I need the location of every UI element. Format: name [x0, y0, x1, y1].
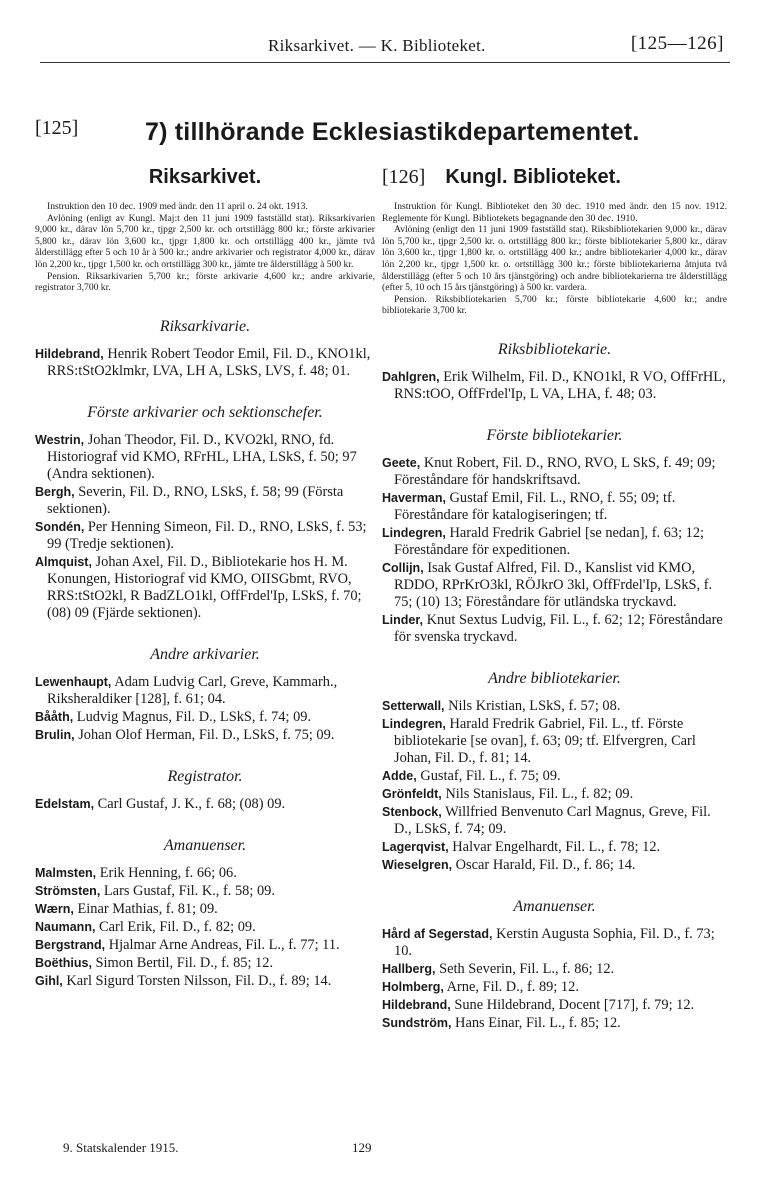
left-instructions	[35, 201, 375, 294]
page-title: 7) tillhörande Ecklesiastikdepartementet.	[145, 118, 640, 146]
person-details: Gustaf, Fil. L., f. 75; 09.	[416, 767, 561, 784]
person-details: Gustaf Emil, Fil. L., RNO, f. 55; 09; tf. Föreståndare för katalogiseringen; tf.	[394, 489, 676, 523]
instruction-paragraph: Instruktion för Kungl. Biblioteket den 30 dec. 1910 med ändr. den 15 nov. 1912. Reglemente för Kungl. Bibliotekets begagnande den 30 dec. 1910.	[382, 201, 727, 224]
person-entry	[35, 519, 375, 553]
person-details: Knut Robert, Fil. D., RNO, RVO, L SkS, f. 49; 09; Föreståndare för handskriftsavd.	[394, 454, 716, 488]
person-name: Wærn,	[35, 901, 74, 916]
person-name: Hildebrand,	[382, 997, 451, 1012]
instruction-paragraph: Avlöning (enligt den 11 juni 1909 fastställd stat). Riksbibliotekarien 9,000 kr., därav lön 5,700 kr., tjpgr 2,500 kr. o. ortstillägg 800 kr.; förste bibliotekarier 5,800 kr., därav lön 3,600 kr., tjpgr 1,800 kr. o. ortstillägg 400 kr.; andre bibliotekarier 4,000 kr., därav lön 2,200 kr., tjpgr 1,500 kr. o. ortstillägg 300 kr.; förste bibliotekarierna åtnjuta två ålderstillägg (efter 5 och 10 års tjänstgöring) och andre bibliotekarierna tre ålderstillägg (efter 5, 10 och 15 års tjänstgöring) à 500 kr. vardera.	[382, 224, 727, 294]
person-name: Hallberg,	[382, 961, 436, 976]
person-entry	[35, 484, 375, 518]
person-name: Brulin,	[35, 727, 75, 742]
running-title: Riksarkivet. — K. Biblioteket.	[268, 36, 486, 55]
person-entry	[382, 455, 727, 489]
person-name: Naumann,	[35, 919, 96, 934]
person-details: Kerstin Augusta Sophia, Fil. D., f. 73; 10.	[394, 925, 715, 959]
right-instructions	[382, 201, 727, 317]
person-entry	[382, 979, 727, 996]
person-details: Severin, Fil. D., RNO, LSkS, f. 58; 99 (Första sektionen).	[47, 483, 344, 517]
person-entry	[382, 926, 727, 960]
person-entry	[382, 839, 727, 856]
person-entry	[35, 973, 375, 990]
person-details: Henrik Robert Teodor Emil, Fil. D., KNO1kl, RRS:tStO2klmkr, LVA, LH A, LSkS, LVS, f. 48; 01.	[47, 345, 371, 379]
category-heading: Andre arkivarier.	[150, 645, 260, 663]
person-entry	[35, 937, 375, 954]
person-details: Hjalmar Arne Andreas, Fil. L., f. 77; 11.	[105, 936, 340, 953]
category-heading: Registrator.	[167, 767, 243, 785]
person-name: Dahlgren,	[382, 369, 440, 384]
person-name: Strömsten,	[35, 883, 101, 898]
person-name: Setterwall,	[382, 698, 445, 713]
person-entry	[382, 786, 727, 803]
person-entry	[35, 901, 375, 918]
person-entry	[35, 346, 375, 380]
person-name: Collijn,	[382, 560, 424, 575]
section-number-right: [126]	[382, 166, 426, 188]
person-details: Knut Sextus Ludvig, Fil. L., f. 62; 12; Föreståndare för svenska tryckavd.	[394, 611, 723, 645]
person-name: Lindegren,	[382, 716, 446, 731]
person-name: Malmsten,	[35, 865, 97, 880]
person-name: Bergh,	[35, 484, 75, 499]
person-name: Holmberg,	[382, 979, 444, 994]
person-entry	[35, 883, 375, 900]
category-heading: Riksbibliotekarie.	[497, 340, 612, 358]
running-header	[0, 30, 784, 60]
person-entry	[35, 674, 375, 708]
person-entry	[35, 709, 375, 726]
person-name: Lewenhaupt,	[35, 674, 112, 689]
instruction-paragraph: Pension. Riksarkivarien 5,700 kr.; förste arkivarie 4,600 kr.; andre arkivarie, registrator 3,700 kr.	[35, 270, 375, 294]
person-entry	[382, 490, 727, 524]
person-details: Harald Fredrik Gabriel, Fil. L., tf. Förste bibliotekarie [se ovan], f. 63; 09; tf. Elfvergren, Carl Johan, Fil. D., f. 81; 14.	[394, 715, 696, 766]
person-entry	[35, 554, 375, 622]
person-entry	[382, 369, 727, 403]
person-details: Carl Gustaf, J. K., f. 68; (08) 09.	[94, 795, 286, 812]
person-entry	[382, 804, 727, 838]
left-column	[35, 160, 375, 991]
person-entry	[382, 698, 727, 715]
person-name: Geete,	[382, 455, 421, 470]
person-details: Johan Olof Herman, Fil. D., LSkS, f. 75; 09.	[74, 726, 335, 743]
person-entry	[382, 961, 727, 978]
instruction-paragraph: Instruktion den 10 dec. 1909 med ändr. den 11 april o. 24 okt. 1913.	[47, 201, 308, 212]
person-entry	[35, 955, 375, 972]
person-details: Johan Axel, Fil. D., Bibliotekarie hos H. M. Konungen, Historiograf vid KMO, OIISGbmt, RVO, RRS:tStO2kl, R BadZLO1kl, OffFrdel'Ip, LSkS, f. 70; (08) 09 (Fjärde sektionen).	[47, 553, 362, 621]
person-name: Gihl,	[35, 973, 63, 988]
right-heading-text: Kungl. Biblioteket.	[445, 166, 621, 188]
person-details: Erik Henning, f. 66; 06.	[96, 864, 237, 881]
category-heading: Amanuenser.	[513, 897, 596, 915]
person-entry	[35, 919, 375, 936]
person-details: Arne, Fil. D., f. 89; 12.	[443, 978, 579, 995]
left-heading: Riksarkivet.	[148, 166, 262, 188]
person-details: Nils Stanislaus, Fil. L., f. 82; 09.	[441, 785, 634, 802]
person-details: Adam Ludvig Carl, Greve, Kammarh., Riksheraldiker [128], f. 61; 04.	[47, 673, 338, 707]
person-details: Per Henning Simeon, Fil. D., RNO, LSkS, f. 53; 99 (Tredje sektionen).	[47, 518, 367, 552]
right-heading	[382, 166, 727, 189]
category-heading: Amanuenser.	[163, 836, 247, 854]
person-details: Einar Mathias, f. 81; 09.	[73, 900, 218, 917]
person-name: Hildebrand,	[35, 346, 104, 361]
person-details: Lars Gustaf, Fil. K., f. 58; 09.	[100, 882, 275, 899]
person-details: Johan Theodor, Fil. D., KVO2kl, RNO, fd. Historiograf vid KMO, RFrHL, LHA, LSkS, f. 50; 97 (Andra sektionen).	[47, 431, 357, 482]
instruction-paragraph: Avlöning (enligt av Kungl. Maj:t den 11 juni 1909 fastställd stat). Riksarkivarien 9,000 kr., därav lön 5,700 kr., tjpgr 2,500 kr. och ortstillägg 800 kr.; förste arkivarier 5,800 kr., därav lön 3,600 kr., tjpgr 1,800 kr. och ortstillägg 400 kr., jämte två ålderstillägg efter 5 och 10 år à 500 kr.; andre arkivarier och registrator 4,000 kr., därav lön 2,200 kr., tjpgr 1,500 kr. och ortstillägg 300 kr., jämte tre ålderstillägg à 500 kr.	[35, 212, 375, 270]
person-details: Ludvig Magnus, Fil. D., LSkS, f. 74; 09.	[73, 708, 312, 725]
instruction-paragraph: Pension. Riksbibliotekarien 5,700 kr.; förste bibliotekarie 4,600 kr.; andre bibliotekarie 3,700 kr.	[382, 293, 727, 317]
person-details: Isak Gustaf Alfred, Fil. D., Kanslist vid KMO, RDDO, RPrKrO3kl, RÖJkrO 3kl, OffFrdel'Ip, LSkS, f. 75; (10) 13; Föreståndare för utländska tryckavd.	[394, 559, 713, 610]
person-name: Westrin,	[35, 432, 85, 447]
header-rule	[40, 62, 730, 63]
person-details: Oscar Harald, Fil. D., f. 86; 14.	[452, 856, 636, 873]
person-entry	[382, 1015, 727, 1032]
person-details: Halvar Engelhardt, Fil. L., f. 78; 12.	[448, 838, 661, 855]
footer-page-number: 129	[352, 1140, 372, 1155]
person-name: Bååth,	[35, 709, 74, 724]
left-groups	[35, 318, 375, 990]
person-details: Hans Einar, Fil. L., f. 85; 12.	[451, 1014, 621, 1031]
person-name: Lagerqvist,	[382, 839, 449, 854]
page-footer	[0, 1140, 784, 1160]
person-details: Carl Erik, Fil. D., f. 82; 09.	[95, 918, 256, 935]
category-heading: Andre bibliotekarier.	[488, 669, 621, 687]
page-range: [125—126]	[630, 33, 724, 54]
person-name: Boëthius,	[35, 955, 92, 970]
person-entry	[382, 857, 727, 874]
person-entry	[382, 560, 727, 611]
footer-signature: 9. Statskalender 1915.	[63, 1140, 179, 1155]
person-name: Stenbock,	[382, 804, 442, 819]
person-details: Simon Bertil, Fil. D., f. 85; 12.	[91, 954, 274, 971]
person-name: Almquist,	[35, 554, 92, 569]
person-details: Karl Sigurd Torsten Nilsson, Fil. D., f. 89; 14.	[62, 972, 332, 989]
person-details: Willfried Benvenuto Carl Magnus, Greve, Fil. D., LSkS, f. 74; 09.	[394, 803, 711, 837]
person-entry	[35, 432, 375, 483]
right-groups	[382, 341, 727, 1032]
person-entry	[382, 525, 727, 559]
person-name: Adde,	[382, 768, 417, 783]
person-entry	[382, 716, 727, 767]
person-entry	[35, 865, 375, 882]
person-name: Edelstam,	[35, 796, 95, 811]
person-details: Seth Severin, Fil. L., f. 86; 12.	[435, 960, 615, 977]
section-number-left: [125]	[35, 117, 79, 139]
person-name: Bergstrand,	[35, 937, 106, 952]
person-details: Nils Kristian, LSkS, f. 57; 08.	[444, 697, 621, 714]
person-details: Harald Fredrik Gabriel [se nedan], f. 63; 12; Föreståndare för expeditionen.	[394, 524, 705, 558]
person-name: Sundström,	[382, 1015, 452, 1030]
person-name: Lindegren,	[382, 525, 446, 540]
person-details: Sune Hildebrand, Docent [717], f. 79; 12.	[450, 996, 695, 1013]
person-details: Erik Wilhelm, Fil. D., KNO1kl, R VO, OffFrHL, RNS:tOO, OffFrdel'Ip, L VA, LHA, f. 48; 03.	[394, 368, 726, 402]
person-entry	[382, 768, 727, 785]
person-name: Haverman,	[382, 490, 446, 505]
person-name: Hård af Segerstad,	[382, 926, 493, 941]
person-name: Sondén,	[35, 519, 85, 534]
right-column	[382, 160, 727, 1033]
person-name: Linder,	[382, 612, 423, 627]
category-heading: Förste bibliotekarier.	[486, 426, 623, 444]
person-name: Wieselgren,	[382, 857, 453, 872]
person-name: Grönfeldt,	[382, 786, 442, 801]
category-heading: Riksarkivarie.	[159, 317, 251, 335]
category-heading: Förste arkivarier och sektionschefer.	[87, 403, 323, 421]
person-entry	[382, 612, 727, 646]
person-entry	[382, 997, 727, 1014]
person-entry	[35, 727, 375, 744]
person-entry	[35, 796, 375, 813]
